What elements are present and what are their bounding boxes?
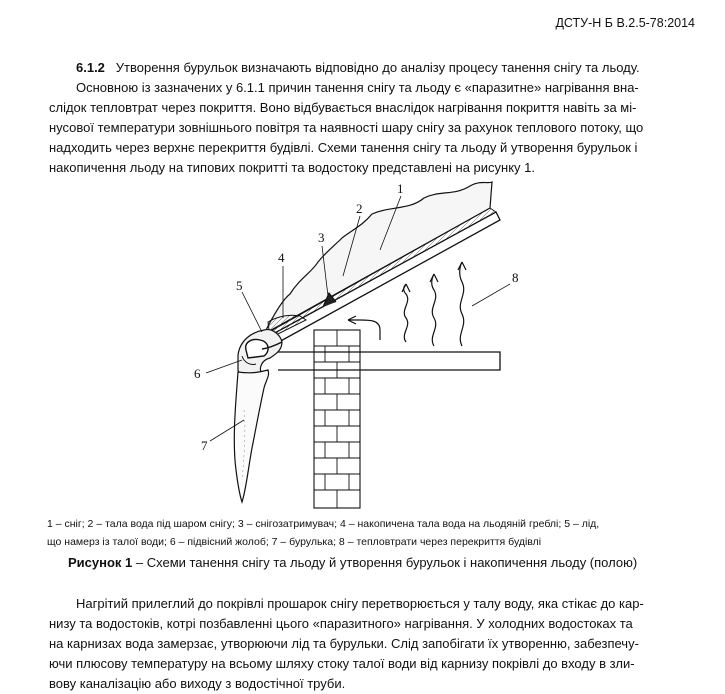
snow-layer	[264, 182, 492, 334]
figure-legend-line: 1 – сніг; 2 – тала вода під шаром снігу; 3 – снігозатримувач; 4 – накопичена тала вода на льодяній греблі; 5 – лід,	[47, 518, 600, 530]
label-gutter: 6	[194, 366, 201, 381]
figure-caption-text: – Схеми танення снігу та льоду й утворення бурульок і накопичення льоду (полою)	[132, 555, 638, 570]
paragraph-line: слідок тепловтрат через покриття. Воно відбувається внаслідок нагрівання покриття навіть за мі-	[49, 100, 637, 115]
paragraph-line: Нагрітий прилеглий до покрівлі прошарок снігу перетворюється у талу воду, яка стікає до кар-	[76, 596, 644, 611]
ceiling-slab	[278, 352, 500, 370]
label-heat-loss: 8	[512, 270, 519, 285]
icicle	[234, 370, 268, 502]
paragraph-line: на карнизах вода замерзає, утворюючи лід та бурульки. Слід запобігати їх утворенню, забезпечу-	[49, 636, 639, 651]
document-code: ДСТУ-Н Б В.2.5-78:2014	[555, 16, 695, 30]
brick-wall	[314, 330, 360, 508]
paragraph-line: низу та водостоків, котрі позбавленні цього «паразитного» нагрівання. У холодних водостоках та	[49, 616, 633, 631]
label-snow: 1	[397, 181, 404, 196]
paragraph-line: накопичення льоду на типових покритті та водостоку представлені на рисунку 1.	[49, 160, 536, 175]
label-meltwater: 2	[356, 201, 363, 216]
paragraph-line: вову каналізацію або виходу з водостічної труби.	[49, 676, 346, 691]
paragraph-line: нусової температури зовнішнього повітря та наявності шару снігу за рахунок теплового потоку, що	[49, 120, 644, 135]
paragraph-line: Утворення бурульок визначають відповідно до аналізу процесу танення снігу та льоду.	[115, 60, 640, 75]
label-icicle: 7	[201, 438, 208, 453]
figure-caption	[68, 555, 637, 570]
label-accumulated-water: 4	[278, 250, 285, 265]
paragraph-line: надходить через верхнє перекриття будівлі. Схеми танення снігу та льоду й утворення бурульок і	[49, 140, 638, 155]
label-ice: 5	[236, 278, 243, 293]
label-snow-guard: 3	[318, 230, 325, 245]
figure-caption-label: Рисунок 1	[68, 555, 133, 570]
figure-legend-line: що намерз із талої води; 6 – підвісний жолоб; 7 – бурулька; 8 – тепловтрати через перекриття будівлі	[47, 536, 542, 548]
paragraph-line: Основною із зазначених у 6.1.1 причин танення снігу та льоду є «паразитне» нагрівання вна-	[76, 80, 639, 95]
paragraph-line: ючи плюсову температуру на всьому шляху стоку талої води від карнизу покрівлі до входу в зли-	[49, 656, 635, 671]
section-number: 6.1.2	[76, 60, 105, 75]
